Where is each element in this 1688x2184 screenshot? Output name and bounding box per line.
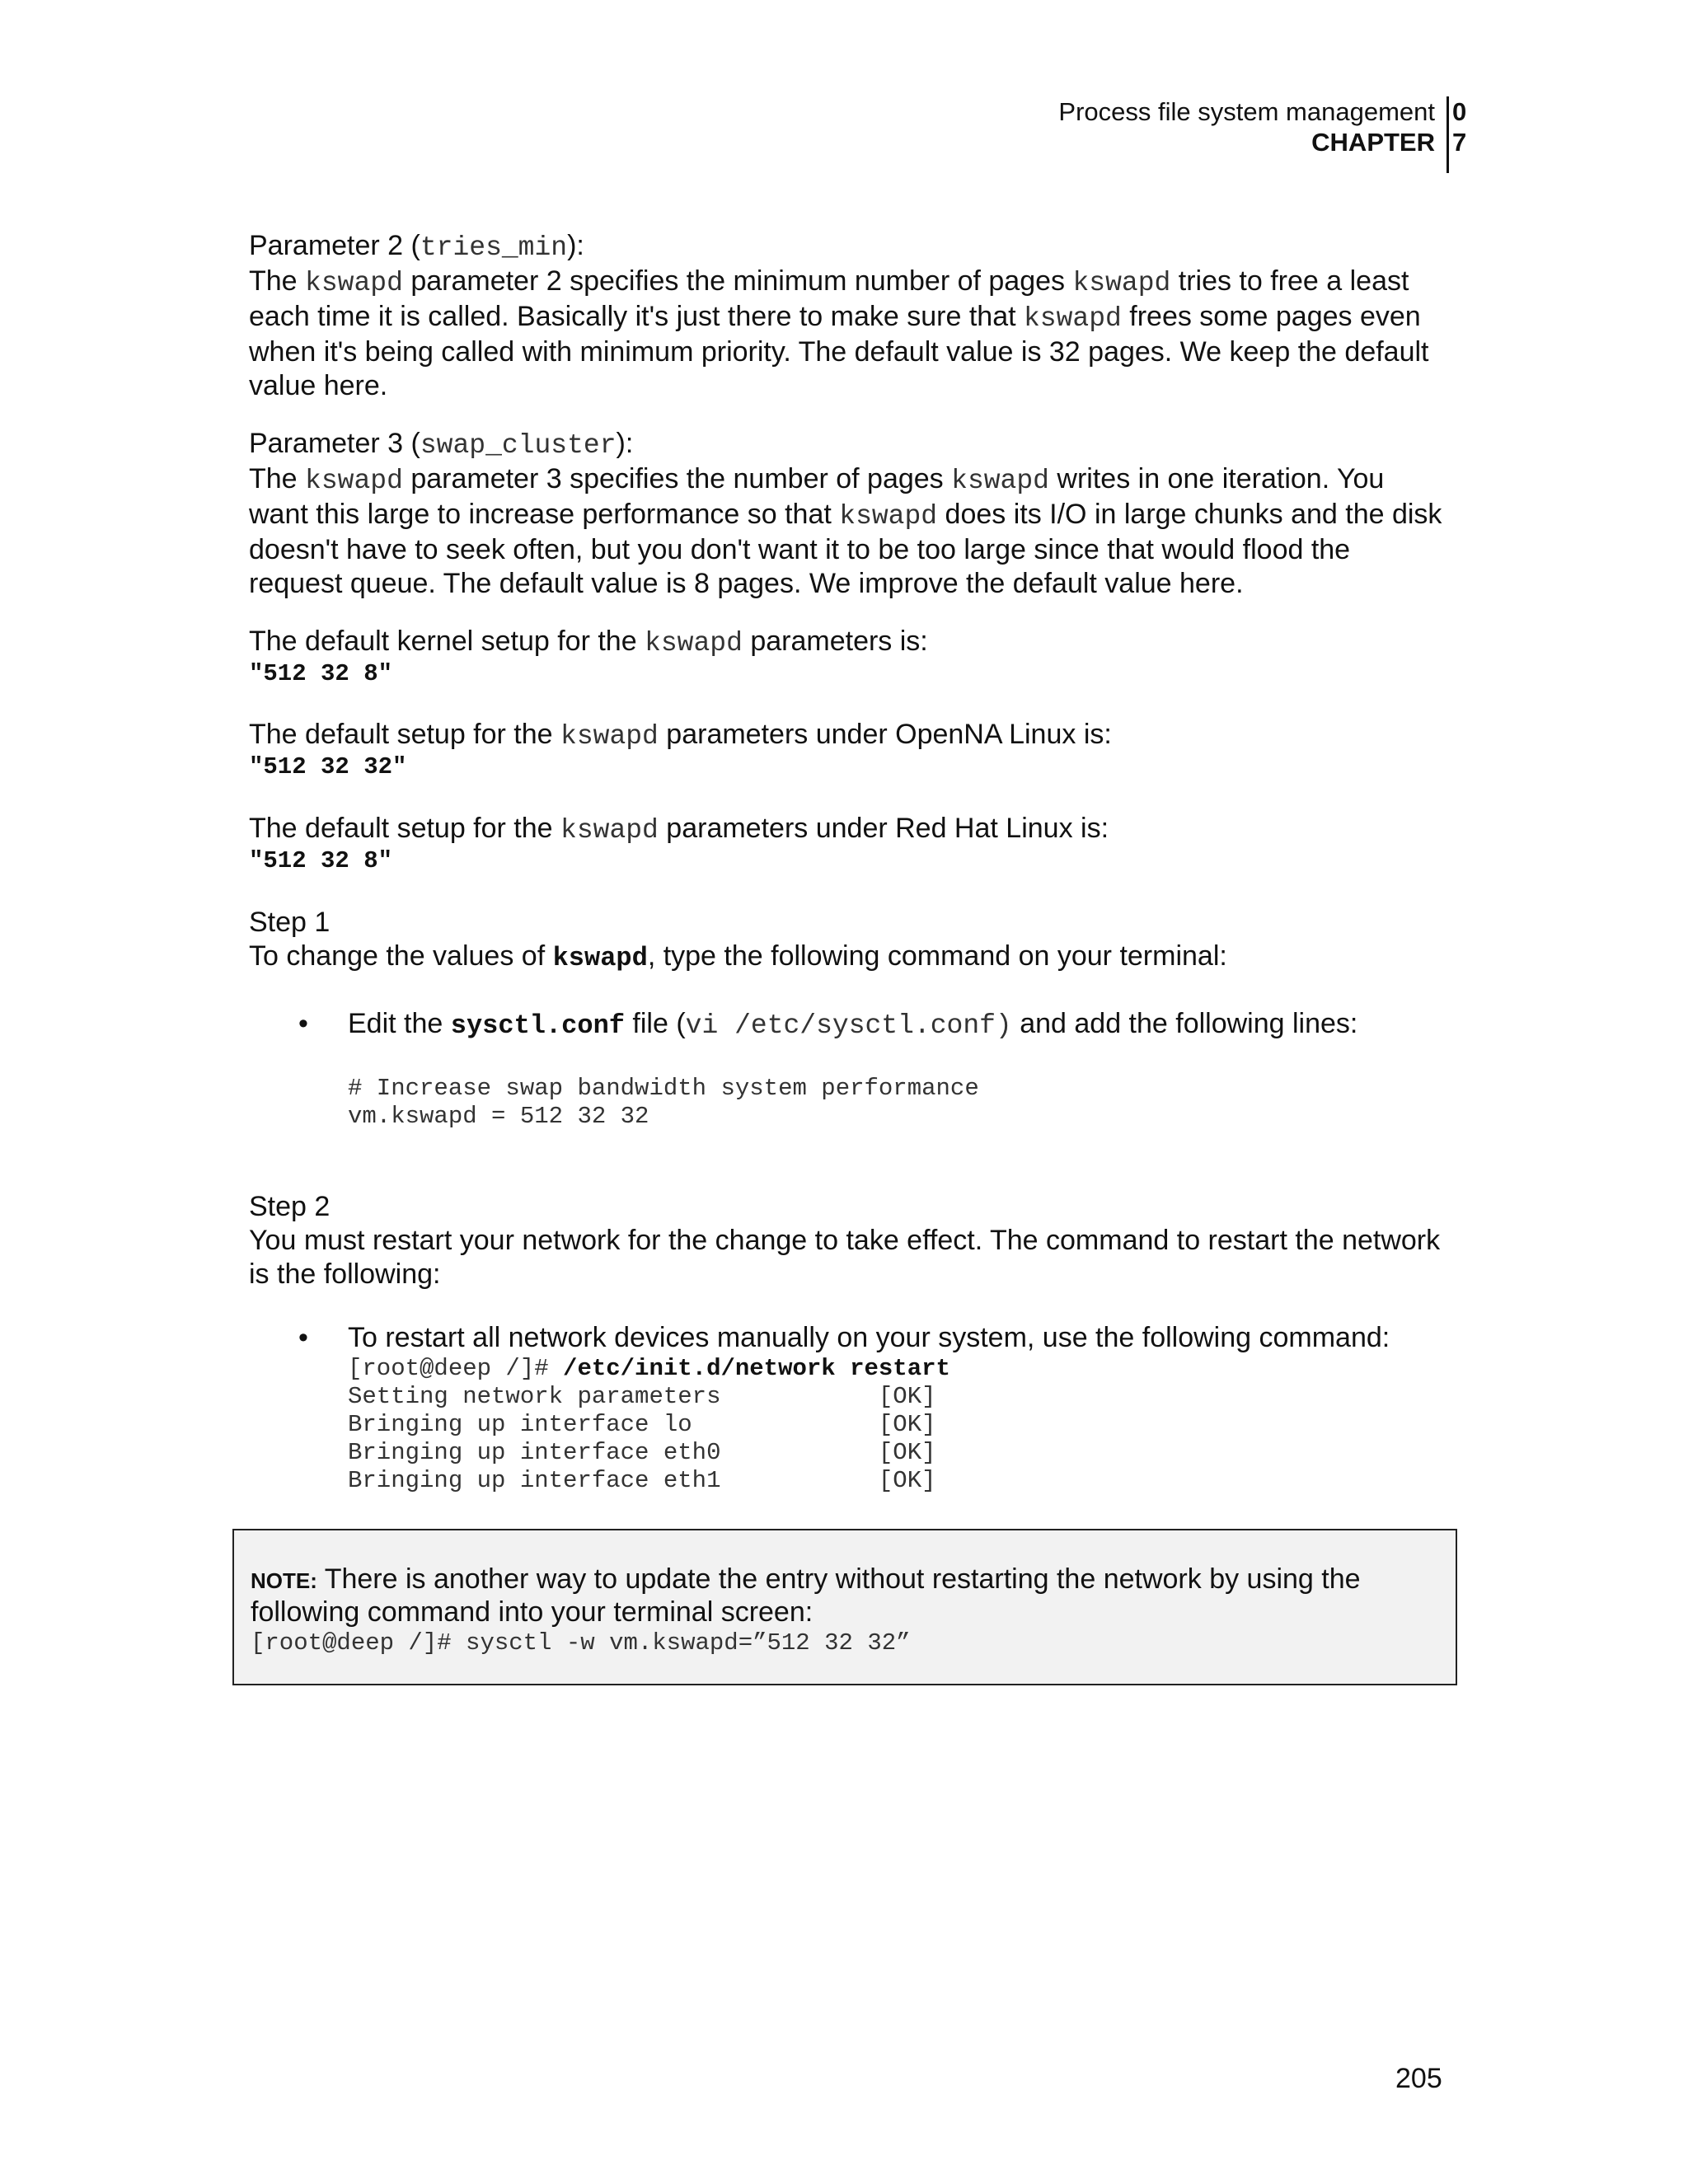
param3-heading: Parameter 3 (swap_cluster):: [249, 428, 634, 461]
page-number: 205: [1395, 2063, 1442, 2094]
bullet-icon: •: [298, 1008, 308, 1039]
param2-heading: Parameter 2 (tries_min):: [249, 230, 584, 263]
code-line-comment: # Increase swap bandwidth system performance: [348, 1075, 979, 1102]
default-redhat-value: "512 32 8": [249, 847, 393, 874]
step2-bullet-text: To restart all network devices manually on your system, use the following command:: [348, 1322, 1390, 1353]
step2-text: You must restart your network for the change to take effect. The command to restart the network is the following:: [249, 1225, 1441, 1290]
terminal-output-line: Setting network parameters [OK]: [348, 1383, 936, 1410]
chapter-digit-1: 0: [1452, 97, 1467, 126]
default-redhat-setup: The default setup for the kswapd parameters under Red Hat Linux is: "512 32 8": [249, 812, 1444, 875]
note-label: NOTE:: [251, 1568, 317, 1593]
header-chapter-number: [1452, 96, 1466, 157]
terminal-output-line: Bringing up interface eth1 [OK]: [348, 1467, 936, 1494]
step1-title: Step 1: [249, 907, 331, 938]
bullet-icon: •: [298, 1322, 308, 1353]
param3-section: [249, 427, 1444, 601]
terminal-output-line: Bringing up interface eth0 [OK]: [348, 1439, 936, 1466]
step2-title: Step 2: [249, 1191, 331, 1222]
param2-section: [249, 229, 1444, 403]
step1-section: [249, 906, 1444, 975]
default-kernel-setup: The default kernel setup for the kswapd parameters is: "512 32 8": [249, 625, 1444, 688]
default-openna-value: "512 32 32": [249, 753, 407, 780]
step1-text: To change the values of kswapd, type the following command on your terminal:: [249, 940, 1227, 973]
terminal-output-line: Bringing up interface lo [OK]: [348, 1411, 936, 1438]
header-title: Process file system management: [1058, 97, 1435, 126]
note-box: [232, 1529, 1457, 1685]
param3-paragraph: The kswapd parameter 3 specifies the number of pages kswapd writes in one iteration. You want this large to increase performance so that kswapd does its I/O in large chunks and the disk doesn't have to seek often, but you don't want it to be too large since that would flood the request queue. The default value is 8 pages. We improve the default value here.: [249, 463, 1442, 599]
header-chapter-label: CHAPTER: [1311, 128, 1435, 157]
code-line-setting: vm.kswapd = 512 32 32: [348, 1103, 649, 1130]
step2-section: [249, 1190, 1444, 1291]
param2-paragraph: The kswapd parameter 2 specifies the minimum number of pages kswapd tries to free a least each time it is called. Basically it's just there to make sure that kswapd frees some pages even when it's being called with minimum priority. The default value is 32 pages. We keep the default value here.: [249, 265, 1429, 401]
terminal-command-line: [root@deep /]# /etc/init.d/network restart: [348, 1355, 950, 1382]
running-header: [1058, 96, 1449, 173]
default-openna-setup: The default setup for the kswapd parameters under OpenNA Linux is: "512 32 32": [249, 718, 1444, 781]
default-kernel-value: "512 32 8": [249, 660, 393, 687]
note-command: [root@deep /]# sysctl -w vm.kswapd=”512 32 32”: [251, 1629, 911, 1657]
chapter-digit-2: 7: [1452, 128, 1467, 157]
note-text: There is another way to update the entry without restarting the network by using the following command into your terminal screen:: [251, 1563, 1361, 1628]
